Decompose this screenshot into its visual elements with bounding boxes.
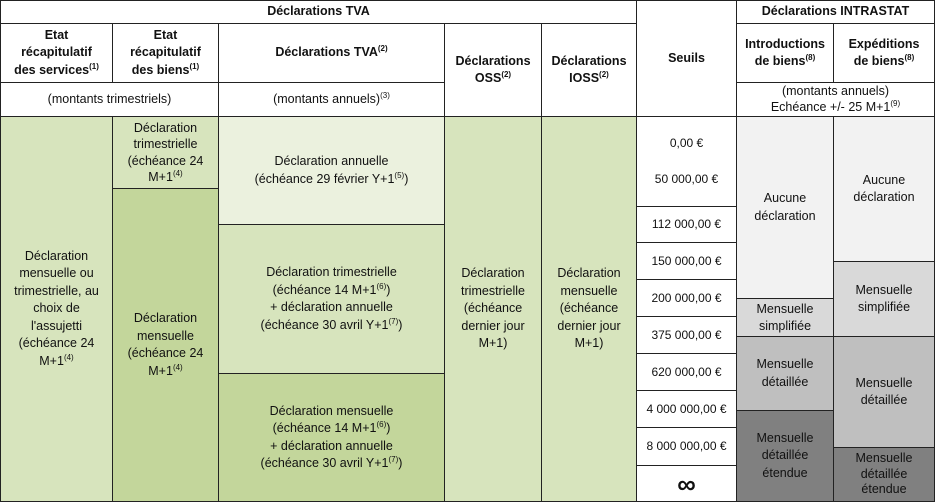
services-declaration bbox=[0, 116, 113, 502]
intrastat-montants-label: (montants annuels) Echéance +/- 25 M+1 bbox=[770, 83, 891, 114]
tva-mensuelle-text-2: + déclaration annuelle (échéance 30 avril Y+1 bbox=[260, 438, 393, 470]
intro-simplifiee-text: Mensuelle simplifiée bbox=[756, 302, 814, 333]
seuil-value-4: 200 000,00 € bbox=[651, 290, 722, 305]
seuil-row-3 bbox=[636, 242, 737, 280]
seuil-value-3: 150 000,00 € bbox=[651, 253, 722, 268]
biens-trimestrielle bbox=[112, 116, 219, 189]
tva-annuelle-note: (5) bbox=[394, 170, 405, 180]
oss-declaration-text: Déclaration trimestrielle (échéance dernier jour M+1) bbox=[461, 266, 525, 351]
biens-mensuelle-text: Déclaration mensuelle (échéance 24 M+1 bbox=[127, 311, 204, 378]
tva-annuelle-text: Déclaration annuelle (échéance 29 février Y+1 bbox=[254, 154, 395, 186]
seuil-value-2: 112 000,00 € bbox=[651, 217, 722, 232]
etat-biens-note: (1) bbox=[189, 61, 200, 71]
declarations-tva-label: Déclarations TVA bbox=[275, 45, 378, 60]
seuil-row-5 bbox=[636, 316, 737, 354]
tva-mensuelle: Déclaration mensuelle (échéance 14 $M+1^{(6)}$) + déclaration annuelle (échéance 30 avril $Y+1^{(7)}$) bbox=[218, 373, 445, 502]
services-declaration-note: (4) bbox=[63, 352, 74, 362]
seuil-row-0 bbox=[636, 116, 737, 207]
tva-trimestrielle-note-1: (6) bbox=[376, 281, 387, 291]
oss-declaration bbox=[444, 116, 542, 502]
introductions-note: (8) bbox=[805, 52, 816, 62]
etat-biens-label: Etat récapitulatif des biens bbox=[130, 27, 201, 77]
intrastat-group-label: Déclarations INTRASTAT bbox=[761, 4, 910, 19]
biens-trimestrielle-text: Déclaration trimestrielle (échéance 24 M+1 bbox=[127, 121, 204, 184]
declarations-tva-note: (2) bbox=[377, 44, 388, 54]
etat-services-label: Etat récapitulatif des services bbox=[14, 27, 92, 77]
seuil-value-1: 50 000,00 € bbox=[654, 172, 719, 187]
etat-biens-header bbox=[112, 23, 219, 83]
biens-mensuelle bbox=[112, 188, 219, 502]
tva-trimestrielle-text-1: Déclaration trimestrielle (échéance 14 M+1 bbox=[266, 265, 397, 297]
oss-label: Déclarations OSS bbox=[455, 53, 531, 85]
biens-mensuelle-note: (4) bbox=[172, 362, 183, 372]
montants-trimestriels-label: (montants trimestriels) bbox=[47, 91, 172, 106]
seuil-value-7: 4 000 000,00 € bbox=[646, 401, 727, 416]
oss-header bbox=[444, 23, 542, 117]
ioss-label: Déclarations IOSS bbox=[551, 53, 627, 85]
seuil-row-6 bbox=[636, 353, 737, 391]
declarations-tva-header bbox=[218, 23, 445, 83]
exp-detaillee bbox=[833, 336, 935, 448]
expeditions-label: Expéditions de biens bbox=[848, 36, 920, 68]
ioss-declaration-text: Déclaration mensuelle (échéance dernier jour M+1) bbox=[557, 266, 621, 351]
exp-simplifiee bbox=[833, 261, 935, 337]
intrastat-montants-note: (9) bbox=[890, 98, 901, 108]
exp-etendue-text: Mensuelle détaillée étendue bbox=[855, 451, 913, 497]
exp-aucune bbox=[833, 116, 935, 262]
intro-aucune-text: Aucune déclaration bbox=[754, 191, 816, 223]
introductions-label: Introductions de biens bbox=[745, 36, 825, 68]
intrastat-montants bbox=[736, 82, 935, 117]
ioss-note: (2) bbox=[599, 69, 609, 79]
montants-annuels-label: (montants annuels) bbox=[273, 91, 381, 106]
seuils-header bbox=[636, 0, 737, 117]
seuils-label: Seuils bbox=[668, 50, 705, 65]
tva-annuelle: Déclaration annuelle (échéance 29 février $Y+1^{(5)}$) bbox=[218, 116, 445, 225]
intro-etendue bbox=[736, 410, 834, 502]
tva-trimestrielle-text-2: + déclaration annuelle (échéance 30 avril Y+1 bbox=[260, 300, 393, 332]
seuil-value-5: 375 000,00 € bbox=[651, 327, 722, 342]
expeditions-note: (8) bbox=[904, 52, 915, 62]
intro-etendue-text: Mensuelle détaillée étendue bbox=[756, 430, 814, 480]
seuil-value-0: 0,00 € bbox=[669, 135, 704, 150]
seuil-row-7 bbox=[636, 390, 737, 428]
seuil-row-4 bbox=[636, 279, 737, 317]
exp-etendue bbox=[833, 447, 935, 502]
exp-detaillee-text: Mensuelle détaillée bbox=[855, 375, 913, 407]
seuil-value-8: 8 000 000,00 € bbox=[646, 439, 727, 454]
tva-mensuelle-note-2: (7) bbox=[388, 454, 399, 464]
montants-trimestriels bbox=[0, 82, 219, 117]
introductions-header bbox=[736, 23, 834, 83]
intro-detaillee-text: Mensuelle détaillée bbox=[756, 357, 814, 389]
expeditions-header bbox=[833, 23, 935, 83]
tva-mensuelle-note-1: (6) bbox=[376, 419, 387, 429]
ioss-declaration bbox=[541, 116, 637, 502]
etat-services-header bbox=[0, 23, 113, 83]
infinity-symbol: ∞ bbox=[677, 468, 696, 499]
tva-group-header bbox=[0, 0, 637, 24]
services-declaration-text: Déclaration mensuelle ou trimestrielle, au choix de l'assujetti (échéance 24 M+1 bbox=[14, 248, 99, 368]
ioss-header bbox=[541, 23, 637, 117]
montants-annuels-note: (3) bbox=[380, 90, 390, 100]
exp-aucune-text: Aucune déclaration bbox=[853, 172, 915, 204]
seuil-row-8 bbox=[636, 427, 737, 466]
tva-trimestrielle-note-2: (7) bbox=[388, 316, 399, 326]
oss-note: (2) bbox=[501, 69, 512, 79]
montants-annuels bbox=[218, 82, 445, 117]
intro-aucune bbox=[736, 116, 834, 299]
tva-mensuelle-text-1: Déclaration mensuelle (échéance 14 M+1 bbox=[269, 403, 394, 435]
seuil-value-6: 620 000,00 € bbox=[651, 364, 722, 379]
intro-detaillee bbox=[736, 336, 834, 411]
exp-simplifiee-text: Mensuelle simplifiée bbox=[855, 282, 913, 314]
etat-services-note: (1) bbox=[89, 61, 99, 71]
intro-simplifiee bbox=[736, 298, 834, 337]
seuil-infinity-row bbox=[636, 465, 737, 502]
intrastat-group-header bbox=[736, 0, 935, 24]
seuil-row-2 bbox=[636, 206, 737, 243]
biens-trimestrielle-note: (4) bbox=[172, 168, 183, 178]
tva-trimestrielle: Déclaration trimestrielle (échéance 14 $M+1^{(6)}$) + déclaration annuelle (échéance 30 avril $Y+1^{(7)}$) bbox=[218, 224, 445, 374]
tva-group-label: Déclarations TVA bbox=[267, 4, 370, 19]
